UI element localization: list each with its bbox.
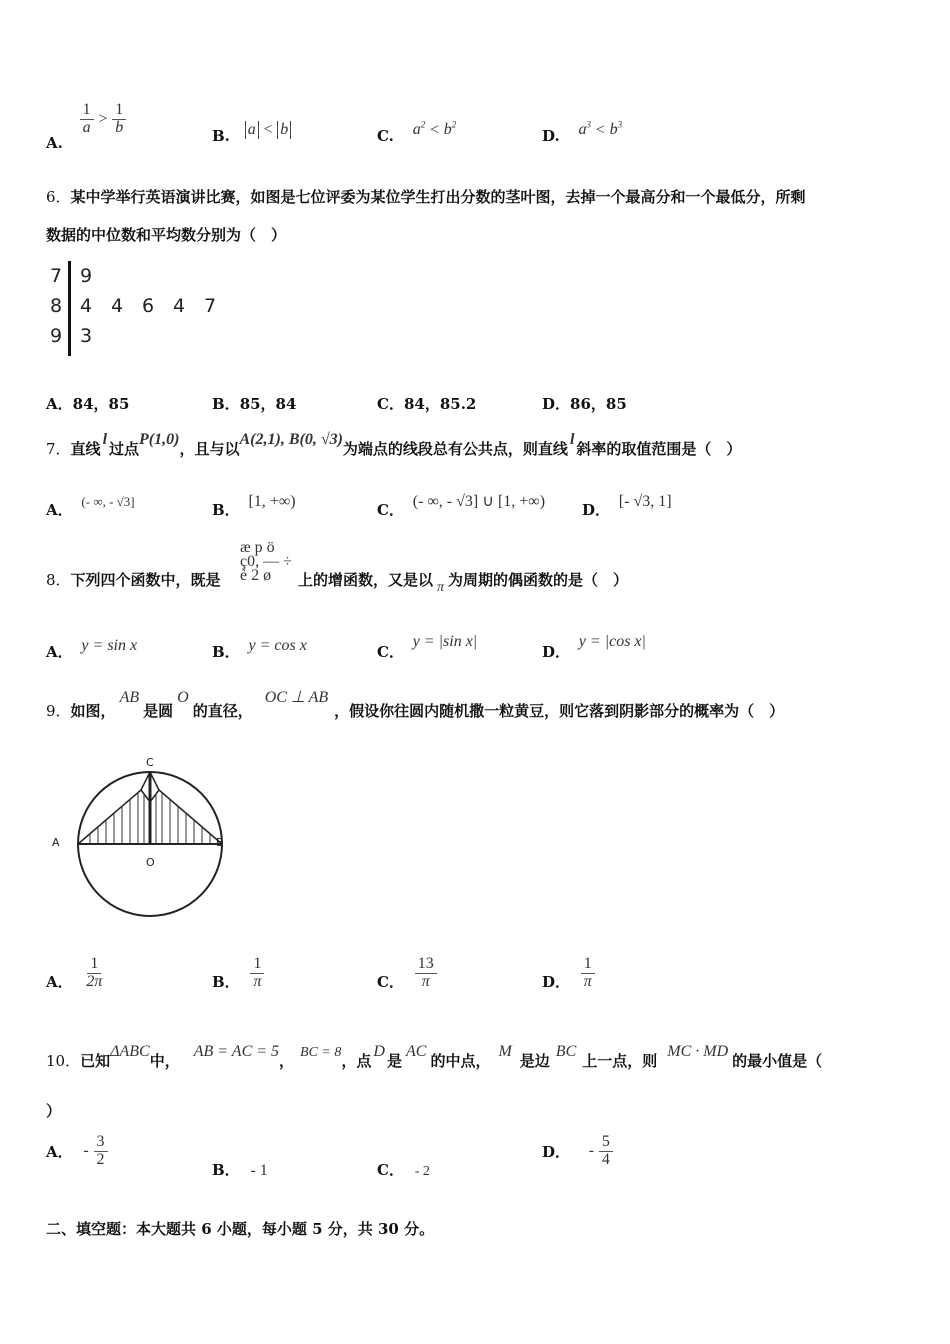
label-b: B xyxy=(216,836,224,849)
q8-text-cont: 上的增函数，又是以 π 为周期的偶函数的是（ ） xyxy=(298,571,629,595)
q8-interval-glitch: æ p ö ç0, — ÷ è 2 ø xyxy=(240,539,292,584)
stem-8: 8 xyxy=(50,295,63,317)
fraction: $\frac{1}{2\pi}$ xyxy=(86,955,103,990)
q8-option-d: D． y = |cos x| xyxy=(542,633,646,661)
q7-option-c: C． (- ∞, - √3] ∪ [1, +∞) xyxy=(377,493,546,519)
q6-text-line2: 数据的中位数和平均数分别为（ ） xyxy=(46,226,287,244)
q5-option-c: C. $a^2 < b^2$ xyxy=(377,120,457,146)
q6-option-b: B．85，84 xyxy=(212,395,297,413)
q9-circle-figure xyxy=(46,752,236,922)
label-c: C xyxy=(146,756,154,769)
section-title: 二、填空题：本大题共 6 小题，每小题 5 分，共 30 分。 xyxy=(46,1220,435,1238)
stem-9: 9 xyxy=(50,325,63,347)
q9-option-d: D． $\frac{1}{\pi}$ xyxy=(542,956,595,991)
q9-option-a: A． $\frac{1}{2\pi}$ xyxy=(46,956,105,991)
q10-text: 10．已知ΔABC中，AB = AC = 5， BC = 8，点D是AC的中点，M是边BC上一点，则MC · MD的最小值是（ xyxy=(46,1043,823,1070)
stem-leaf-plot xyxy=(46,258,246,358)
q10-option-b: B． - 1 xyxy=(212,1161,268,1179)
fraction: $\frac{1}{b}$ xyxy=(112,102,126,137)
fraction: $\frac{1}{\pi}$ xyxy=(581,956,595,991)
leaf: 4 xyxy=(80,295,93,317)
q9-option-c: C． $\frac{13}{\pi}$ xyxy=(377,956,437,991)
leaf: 3 xyxy=(80,325,93,347)
q10-text-close: ） xyxy=(46,1102,62,1120)
fraction: $\frac{1}{\pi}$ xyxy=(250,956,264,991)
label-a: A xyxy=(52,836,60,849)
q10-option-d: D． - $\frac{5}{4}$ xyxy=(542,1134,613,1169)
q6-option-d: D．86，85 xyxy=(542,395,627,413)
fraction: $\frac{5}{4}$ xyxy=(599,1134,613,1169)
q5-option-a: A. $\frac{1}{a}$ > $\frac{1}{b}$ xyxy=(46,102,126,137)
stem-leaf-divider xyxy=(68,261,71,356)
leaf: 7 xyxy=(204,295,217,317)
fraction: $\frac{1}{a}$ xyxy=(80,102,94,137)
q8-option-c: C． y = |sin x| xyxy=(377,633,478,661)
fraction: $\frac{3}{2}$ xyxy=(94,1134,108,1169)
q8-text: 8．下列四个函数中，既是 xyxy=(46,571,221,589)
q10-option-a: A． - $\frac{3}{2}$ xyxy=(46,1134,108,1169)
leaf: 6 xyxy=(142,295,155,317)
leaf: 9 xyxy=(80,265,93,287)
q7-text: 7．直线l过点P(1,0)，且与以A(2,1), B(0, √3)为端点的线段总有公共点，则直线l斜率的取值范围是（ ） xyxy=(46,431,742,458)
q9-option-b: B． $\frac{1}{\pi}$ xyxy=(212,956,264,991)
q5-option-b: B. a < b xyxy=(212,120,291,139)
q7-option-b: B． [1, +∞) xyxy=(212,493,296,519)
q9-text: 9．如图，AB是圆O的直径，OC ⊥ AB，假设你往圆内随机撒一粒黄豆，则它落到阴影部分的概率为（ ） xyxy=(46,689,785,720)
leaf: 4 xyxy=(173,295,186,317)
q8-option-b: B． y = cos x xyxy=(212,637,307,661)
leaf: 4 xyxy=(111,295,124,317)
q6-text-line1: 6．某中学举行英语演讲比赛，如图是七位评委为某位学生打出分数的茎叶图，去掉一个最高分和一个最低分，所剩 xyxy=(46,188,806,206)
q10-option-c: C． - 2 xyxy=(377,1161,430,1179)
q8-option-a: A． y = sin x xyxy=(46,637,138,661)
stem-7: 7 xyxy=(50,265,63,287)
q7-option-d: D． [- √3, 1] xyxy=(582,493,672,519)
fraction: $\frac{13}{\pi}$ xyxy=(415,956,437,991)
q6-option-c: C．84，85.2 xyxy=(377,395,477,413)
label-o: O xyxy=(146,856,155,869)
q5-option-d: D. $a^3 < b^3$ xyxy=(542,120,623,146)
q6-option-a: A．84，85 xyxy=(46,395,130,413)
q7-option-a: A． (- ∞, - √3] xyxy=(46,494,135,519)
